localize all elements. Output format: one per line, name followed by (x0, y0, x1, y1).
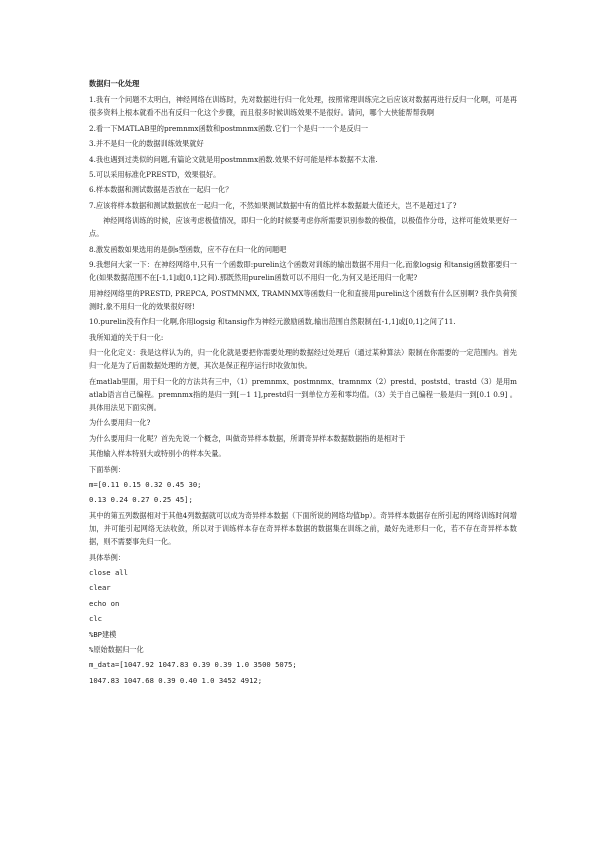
document-body (89, 77, 517, 689)
code-line-8: %原始数据归一化 (89, 644, 144, 654)
paragraph-singular-explain: 其中的第五列数据相对于其他4列数据就可以成为奇异样本数据（下面所说的网络均值bp）。奇异样本数据存在所引起的网络训练时间增加，并可能引起网络无法收敛，所以对于训练样本存在奇异样本数据的数据集在训练之前，最好先进形归一化，若不存在奇异样本数据，则不需要事先归一化。 (89, 510, 517, 547)
paragraph-2: 2.看一下MATLAB里的premnmx函数和postmnmx函数.它们一个是归一一个是反归一 (89, 123, 369, 133)
paragraph-3: 3.并不是归一化的数据训练效果就好 (89, 139, 204, 149)
paragraph-7-cont: 神经网络训练的时候，应该考虑极值情况，即归一化的时候要考虑你所需要识别参数的极值，以极值作分母，这样可能效果更好一点。 (89, 216, 517, 239)
code-line-6: clc (89, 614, 102, 624)
paragraph-6: 6.样本数据和测试数据是否放在一起归一化？ (89, 185, 233, 195)
paragraph-matlab-methods: 在matlab里面，用于归一化的方法共有三中，（1）premnmx、postmnmx、tramnmx（2）prestd、poststd、trastd（3）是用matlab语言自己编程。premnmx指的是归一到[－1 1],prestd归一到单位方差和零均值。（3）关于自己编程一般是归一到[0.1 0.9] 。具体用法见下面实例。 (89, 376, 517, 413)
code-line-4: clear (89, 583, 111, 593)
paragraph-4: 4.我也遇到过类似的问题,有篇论文就是用postmnmx函数.效果不好可能是样本数据不太准. (89, 154, 378, 164)
paragraph-why-cont: 其他输入样本特别大或特别小的样本矢量。 (89, 449, 226, 459)
paragraph-why-heading: 为什么要用归一化? (89, 418, 151, 428)
paragraph-9-cont: 用神经网络里的PRESTD, PREPCA, POSTMNMX, TRAMNMX等函数归一化和直接用purelin这个函数有什么区别啊? 我作负荷预测时,象不用归一化的效果很好呀! (89, 288, 517, 311)
paragraph-9: 9.我想问大家一下：在神经网络中,只有一个函数即:purelin这个函数对训练的输出数据不用归一化,而象logsig 和tansig函数都要归一化(如果数据范围不在[-1,1]或[0,1]之间).那既然用purelin函数可以不用归一化,为何又是还用归一化呢? (89, 260, 517, 283)
paragraph-known: 我所知道的关于归一化: (89, 332, 164, 342)
code-line-3: close all (89, 568, 128, 578)
code-line-10: 1047.83 1047.68 0.39 0.40 1.0 3452 4912; (89, 675, 263, 685)
paragraph-concrete-heading: 具体举例： (89, 552, 125, 562)
code-line-5: echo on (89, 598, 120, 608)
paragraph-why: 为什么要用归一化呢？首先先说一个概念，叫做奇异样本数据，所谓奇异样本数据数据指的是相对于 (89, 433, 406, 443)
code-line-7: %BP建模 (89, 629, 117, 639)
paragraph-definition: 归一化化定义：我是这样认为的，归一化化就是要把你需要处理的数据经过处理后（通过某种算法）限制在你需要的一定范围内。首先归一化是为了后面数据处理的方便，其次是保正程序运行时收敛加快。 (89, 348, 517, 371)
code-line-1: m=[0.11 0.15 0.32 0.45 30; (89, 480, 202, 490)
paragraph-7: 7.应该将样本数据和测试数据放在一起归一化，不然如果测试数据中有的值比样本数据最大值还大，岂不是超过1了? (89, 200, 457, 210)
code-line-9: m_data=[1047.92 1047.83 0.39 0.39 1.0 3500 5075; (89, 660, 297, 670)
paragraph-5: 5.可以采用标准化PRESTD，效果很好。 (89, 169, 221, 179)
document-title: 数据归一化处理 (89, 79, 140, 88)
paragraph-1: 1.我有一个问题不太明白，神经网络在训练时，先对数据进行归一化处理，按照常理训练完之后应该对数据再进行反归一化啊，可是再很多资料上根本就看不出有反归一化这个步骤，而且很多时候训练效果不是很好。请问，哪个大侠能帮帮我啊 (89, 95, 517, 118)
paragraph-example-heading: 下面举例： (89, 464, 125, 474)
paragraph-10: 10.purelin没有作归一化啊,你用logsig 和tansig作为神经元激励函数,输出范围自然限制在[-1,1]或[0,1]之间了11. (89, 317, 456, 327)
paragraph-8: 8.激发函数如果选用的是倒s型函数，应不存在归一化的问题吧 (89, 244, 287, 254)
code-line-2: 0.13 0.24 0.27 0.25 45]; (89, 495, 193, 505)
